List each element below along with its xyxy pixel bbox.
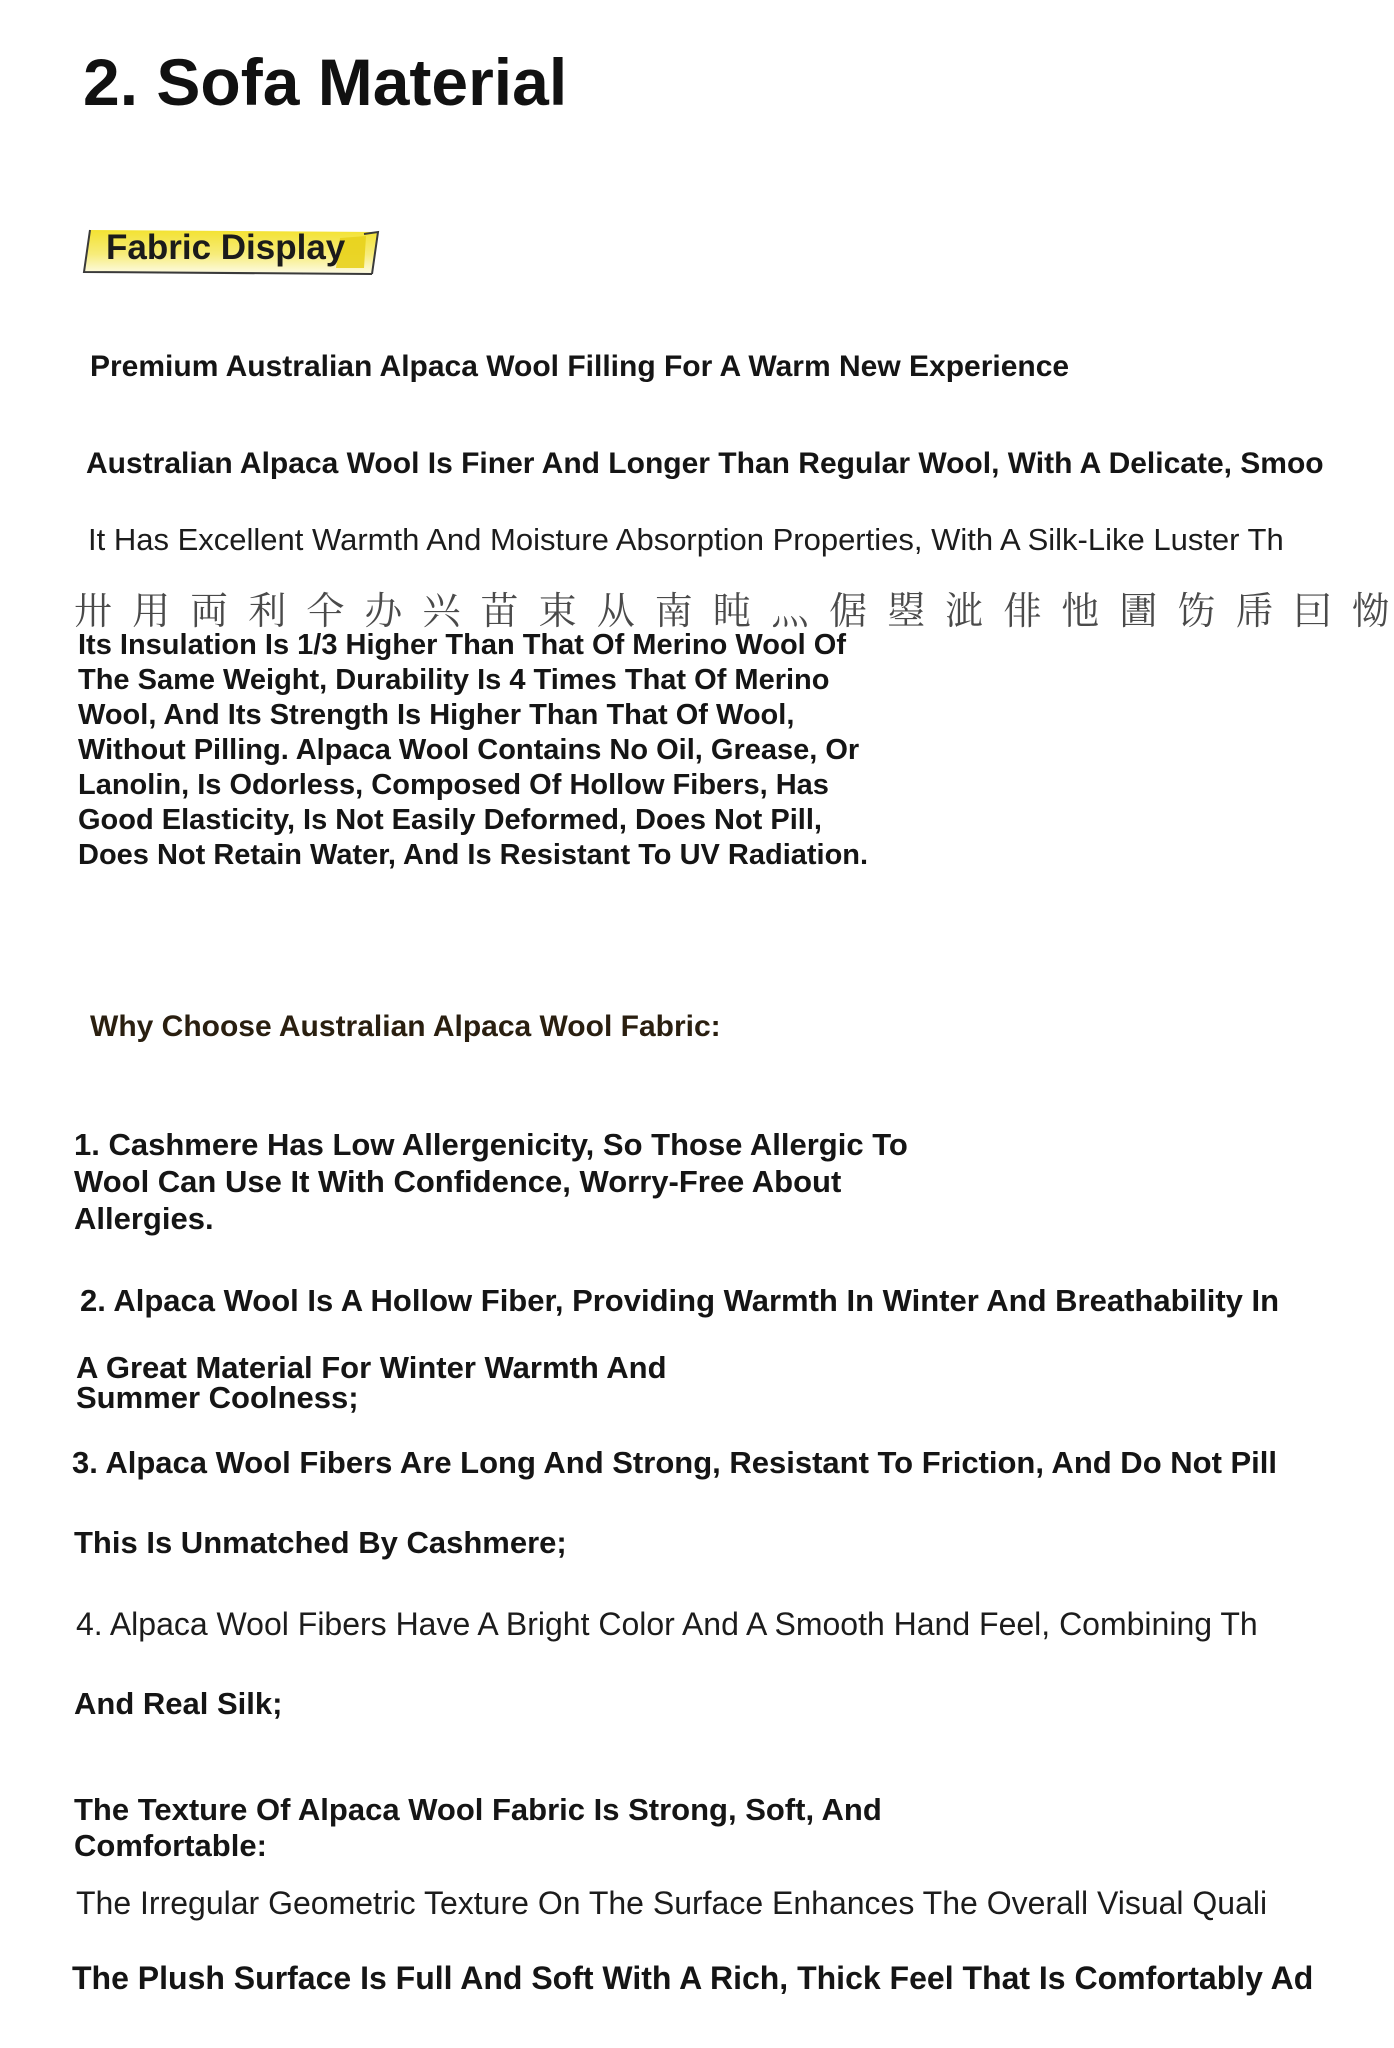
texture-heading: The Texture Of Alpaca Wool Fabric Is Strong, Soft, And Comfortable: (74, 1792, 882, 1863)
section-title: 2. Sofa Material (83, 45, 568, 119)
why-choose-heading: Why Choose Australian Alpaca Wool Fabric: (90, 1010, 721, 1043)
point-3-line-1: 3. Alpaca Wool Fibers Are Long And Strong, Resistant To Friction, And Do Not Pill (72, 1445, 1278, 1480)
point-2-line-1: 2. Alpaca Wool Is A Hollow Fiber, Providing Warmth In Winter And Breathability In (80, 1283, 1280, 1318)
texture-line-2: The Plush Surface Is Full And Soft With A Rich, Thick Feel That Is Comfortably Ad (72, 1960, 1314, 1996)
fabric-display-badge (82, 224, 382, 280)
intro-line-1: Australian Alpaca Wool Is Finer And Longer Than Regular Wool, With A Delicate, Smoo (86, 447, 1324, 480)
point-4-line-2: And Real Silk; (74, 1686, 283, 1721)
point-1: 1. Cashmere Has Low Allergenicity, So Those Allergic To Wool Can Use It With Confidence, Worry-Free About Allergies. (74, 1127, 908, 1236)
texture-line-1: The Irregular Geometric Texture On The Surface Enhances The Overall Visual Quali (76, 1885, 1268, 1921)
point-4-line-1: 4. Alpaca Wool Fibers Have A Bright Color And A Smooth Hand Feel, Combining Th (76, 1606, 1258, 1642)
point-3-line-2: This Is Unmatched By Cashmere; (74, 1525, 567, 1560)
headline: Premium Australian Alpaca Wool Filling For A Warm New Experience (90, 350, 1070, 383)
badge-label: Fabric Display (106, 228, 346, 267)
insulation-paragraph: Its Insulation Is 1/3 Higher Than That Of Merino Wool Of The Same Weight, Durability Is 4 Times That Of Merino Wool, And Its Strength Is Higher Than That Of Wool, Without Pilling. Alpaca Wool Contains No Oil, Grease, Or Lanolin, Is Odorless, Composed Of Hollow Fibers, Has Good Elasticity, Is Not Easily Deformed, Does Not Pill, Does Not Retain Water, And Is Resistant To UV Radiation. (78, 629, 869, 871)
garbled-text-strip: 卅 用 両 利 仐 办 兴 苗 束 从 南 盹 灬 倨 曌 泚 俳 忚 圕 饬 乕 囙 怮 (74, 589, 1394, 633)
intro-line-2: It Has Excellent Warmth And Moisture Absorption Properties, With A Silk-Like Luster Th (88, 522, 1284, 557)
point-2-line-2: A Great Material For Winter Warmth And Summer Coolness; (76, 1350, 667, 1415)
